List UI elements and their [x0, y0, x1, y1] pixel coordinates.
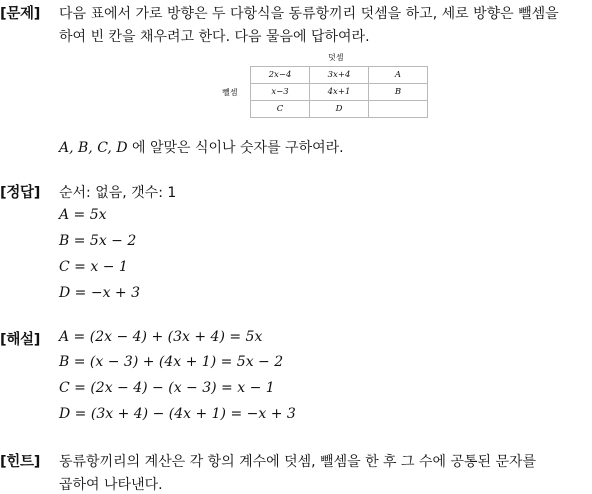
- hint-tag: [힌트]: [0, 454, 41, 470]
- answer-line: D = −x + 3: [59, 285, 141, 301]
- question-line: [59, 137, 344, 157]
- polynomial-table: [250, 66, 428, 118]
- explanation-tag: [해설]: [0, 332, 41, 348]
- table-row: [251, 101, 428, 118]
- table-cell: x−3: [251, 84, 310, 101]
- table-row: [251, 84, 428, 101]
- table-cell: [369, 101, 428, 118]
- answer-meta: 순서: 없음, 갯수: 1: [59, 185, 177, 201]
- explanation-line: A = (2x − 4) + (3x + 4) = 5x: [59, 329, 263, 345]
- table-cell: C: [251, 101, 310, 118]
- problem-tag: [문제]: [0, 6, 41, 22]
- problem-text-line-2: 하여 빈 칸을 채우려고 한다. 다음 물음에 답하여라.: [59, 29, 370, 45]
- explanation-line: D = (3x + 4) − (4x + 1) = −x + 3: [59, 406, 296, 422]
- question-text: 에 알맞은 식이나 숫자를 구하여라.: [132, 140, 344, 156]
- answer-line: A = 5x: [59, 207, 107, 223]
- table-cell: 3x+4: [310, 67, 369, 84]
- table-row-header: 뺄셈: [222, 88, 238, 97]
- answer-line: C = x − 1: [59, 259, 128, 275]
- hint-text-line-1: 동류항끼리의 계산은 각 항의 계수에 덧셈, 뺄셈을 한 후 그 수에 공통된 문자를: [59, 454, 537, 470]
- table-row: [251, 67, 428, 84]
- table-cell: A: [369, 67, 428, 84]
- hint-text-line-2: 곱하여 나타낸다.: [59, 477, 163, 493]
- answer-tag: [정답]: [0, 185, 41, 201]
- explanation-line: C = (2x − 4) − (x − 3) = x − 1: [59, 380, 275, 396]
- answer-line: B = 5x − 2: [59, 233, 137, 249]
- table-cell: B: [369, 84, 428, 101]
- table-cell: D: [310, 101, 369, 118]
- explanation-line: B = (x − 3) + (4x + 1) = 5x − 2: [59, 354, 284, 370]
- question-variables: A, B, C, D: [59, 140, 128, 156]
- table-col-header: 덧셈: [328, 53, 344, 62]
- table-cell: 2x−4: [251, 67, 310, 84]
- problem-text-line-1: 다음 표에서 가로 방향은 두 다항식을 동류항끼리 덧셈을 하고, 세로 방향은 뺄셈을: [59, 6, 559, 22]
- table-cell: 4x+1: [310, 84, 369, 101]
